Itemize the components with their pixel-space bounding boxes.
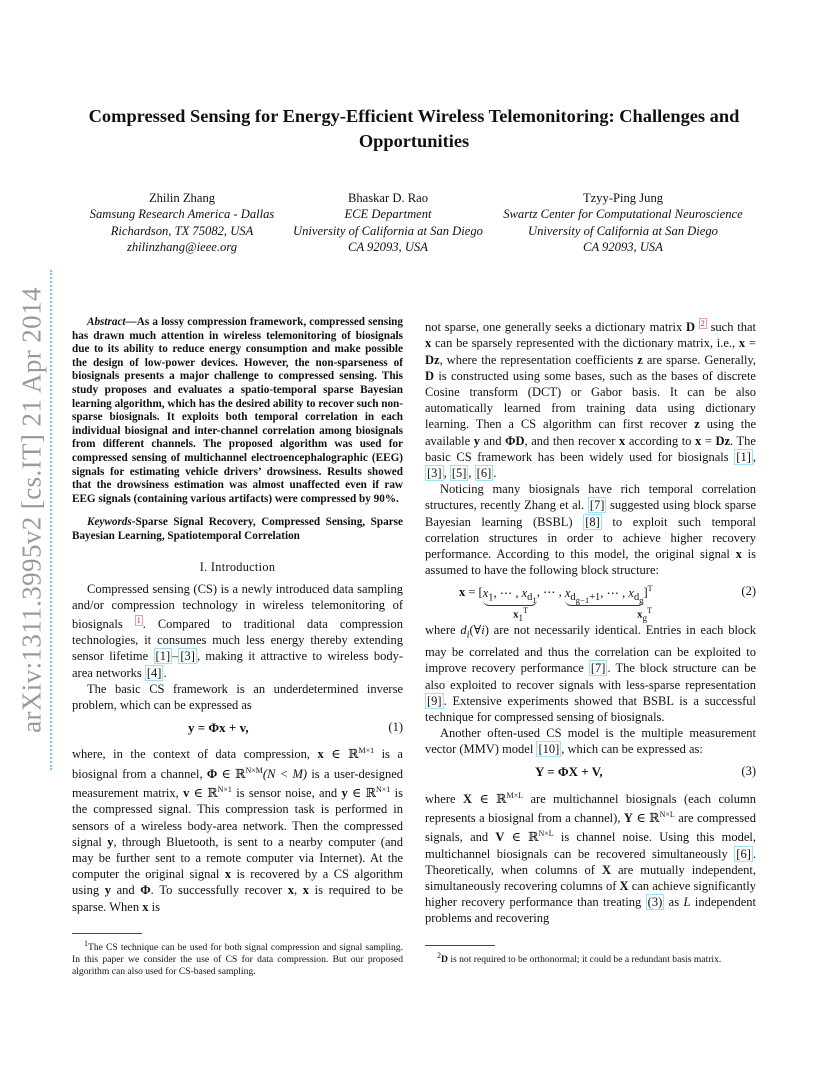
- citation-link[interactable]: [7]: [590, 661, 606, 676]
- citation-link[interactable]: [8]: [585, 514, 600, 529]
- author-block-3: [486, 190, 760, 256]
- author-affiliation: ECE Department: [344, 207, 432, 222]
- arxiv-identifier[interactable]: arXiv:1311.3995v2 [cs.IT] 21 Apr 2014: [16, 287, 47, 733]
- footnote-ref[interactable]: 1: [136, 615, 141, 625]
- abstract-text: —As a lossy compression framework, compressed sensing has drawn much attention in wireless telemonitoring of biosignals due to its ability to reduce energy consumption and make possible the design of low-power devices. However, the non-sparseness of biosignals presents a major challenge to compressed sensing. This study proposes and evaluates a spatio-temporal sparse Bayesian learning algorithm, which has the desired ability to recover such non-sparse biosignals. It exploits both temporal correlation in each individual biosignal and inter-channel correlation among biosignals from different channels. The proposed algorithm was used for compressed sensing of multichannel electroencephalographic (EEG) signals for estimating vehicle drivers’ drowsiness. Results showed that the drowsiness estimation was almost unaffected even if raw EEG signals (containing various artifacts) were compressed by 90%.: [72, 316, 403, 505]
- equation-1-body: y = Φx + v,: [188, 720, 249, 736]
- citation-link[interactable]: [5]: [451, 465, 467, 480]
- right-paragraph-1: not sparse, one generally seeks a dictionary matrix D $^2$ such that x can be sparsely represented with the dictionary matrix, i.e., x = Dz, where the representation coefficients z are sparse. Generally, D is constructed using some bases, such as the bases of discrete Cosine transform (DCT) or Gabor basis. It can be also automatically learned from training data using dictionary learning. Then a CS algorithm can first recover z using the available y and ΦD, and then recover x according to x = Dz. The basic CS framework has been widely used for biosignals [1] , [3] , [5] , [6] .: [425, 319, 756, 480]
- equation-3-body: Y = ΦX + V,: [535, 763, 603, 779]
- author-affiliation: University of California at San Diego: [293, 223, 483, 238]
- citation-link[interactable]: [3]: [180, 649, 195, 664]
- citation-link[interactable]: [10]: [538, 742, 560, 757]
- equation-2-body: $x = [x_1$, ⋯ , $x_{d_1}$, ⋯ , $x_{d_{g-1}+1}$, ⋯ , $x_{d_g}]^T$: [459, 584, 653, 606]
- equation-2-number: (2): [741, 584, 756, 599]
- section-heading: I. Introduction: [199, 559, 276, 574]
- equation-2: [425, 578, 756, 622]
- author-name: Tzyy-Ping Jung: [582, 191, 664, 205]
- citation-link[interactable]: [1]: [736, 449, 751, 464]
- citation-link[interactable]: [6]: [736, 846, 751, 861]
- abstract-label: Abstract: [87, 316, 126, 328]
- author-affiliation: University of California at San Diego: [528, 223, 718, 238]
- author-affiliation: Swartz Center for Computational Neuroscience: [503, 207, 743, 222]
- equation-3: [425, 758, 756, 788]
- citation-link[interactable]: [4]: [146, 665, 162, 680]
- abstract: [72, 316, 403, 506]
- citation-link[interactable]: [1]: [155, 649, 171, 664]
- footnote-2-text: is not required to be orthonormal; it could be a redundant basis matrix.: [447, 954, 722, 966]
- equation-3-number: (3): [741, 763, 756, 778]
- citation-link[interactable]: (3): [647, 895, 663, 910]
- citation-link[interactable]: [9]: [427, 693, 442, 708]
- footnote-ref[interactable]: 2: [700, 319, 705, 328]
- author-name: Bhaskar D. Rao: [347, 191, 429, 205]
- equation-1: [72, 713, 403, 743]
- keywords-label: Keywords: [87, 516, 132, 529]
- footnote-rule: [425, 945, 495, 946]
- citation-link[interactable]: [3]: [427, 465, 442, 480]
- author-affiliation: CA 92093, USA: [348, 240, 428, 255]
- footnote-1: $^1$The CS technique can be used for both signal compression and signal sampling. In this paper we consider the use of CS for data compression. But our proposed algorithm can also used for CS-based sampling.: [72, 939, 403, 977]
- equation-2-brace-label: $x_1^T$: [513, 606, 528, 624]
- citation-link[interactable]: [7]: [589, 498, 605, 513]
- keywords-text: -Sparse Signal Recovery, Compressed Sensing, Sparse Bayesian Learning, Spatiotemporal Correlation: [72, 516, 403, 542]
- author-block-2: [276, 190, 500, 256]
- footnote-rule: [72, 933, 142, 934]
- right-column: [425, 316, 756, 927]
- right-paragraph-4: Another often-used CS model is the multiple measurement vector (MMV) model [10] , which can be expressed as:: [425, 726, 756, 757]
- footnote-2: $^2$D is not required to be orthonormal; it could be a redundant basis matrix.: [437, 951, 722, 966]
- author-affiliation: Richardson, TX 75082, USA: [110, 223, 254, 238]
- right-paragraph-2: Noticing many biosignals have rich temporal correlation structures, recently Zhang et al. [7] suggested using block sparse Bayesian learning (BSBL) [8] to exploit such temporal correlation structures in order to achieve higher recovery performance. According to this model, the original signal x is assumed to have the following block structure:: [425, 482, 756, 578]
- author-affiliation: Samsung Research America - Dallas: [89, 207, 275, 222]
- author-email: zhilinzhang@ieee.org: [126, 240, 238, 255]
- author-affiliation: CA 92093, USA: [583, 240, 663, 255]
- keywords: [72, 516, 403, 543]
- author-name: Zhilin Zhang: [148, 191, 216, 205]
- right-paragraph-5: where X ∈ ℝ$^{M\times L}$ are multichannel biosignals (each column represents a biosignal from a channel), Y ∈ ℝ$^{N\times L}$ are compressed signals, and V ∈ ℝ$^{N\times L}$ is channel noise. Using this model, multichannel biosignals can be recovered simultaneously [6] . Theoretically, when columns of X are mutually independent, simultaneously recovering columns of X can achieve significantly higher recovery performance than treating (3) as L independent problems and recovering: [425, 790, 757, 926]
- citation-link[interactable]: [6]: [476, 465, 492, 480]
- left-column: [72, 316, 403, 915]
- equation-1-number: (1): [388, 720, 403, 735]
- paper-title: Compressed Sensing for Energy-Efficient Wireless Telemonitoring: Challenges and Opportunities: [88, 106, 740, 151]
- intro-paragraph-2: The basic CS framework is an underdetermined inverse problem, which can be expressed as: [72, 681, 403, 713]
- intro-paragraph-3: where, in the context of data compression, x ∈ ℝ$^{M\times 1}$ is a biosignal from a channel, Φ ∈ ℝ$^{N\times M}$(N < M) is a user-designed measurement matrix, v ∈ ℝ$^{N\times 1}$ is sensor noise, and y ∈ ℝ$^{N\times 1}$ is the compressed signal. This compression task is performed in sensors of a wireless body-area network. Then the compressed signal y, through Bluetooth, is sent to a nearby computer (and may be further sent to a remote computer via Internet). At the computer the original signal x is recovered by a CS algorithm using y and Φ. To successfully recover x, x is required to be sparse. When x is: [72, 746, 403, 914]
- right-paragraph-3: where $d_i(\forall i)$ are not necessarily identical. Entries in each block may be correlated and thus the correlation can be exploited to improve recovery performance [7] . The block structure can be also exploited to recover signals with less-sparse representation [9] . Extensive experiments showed that BSBL is a successful technique for compressed sensing of biosignals.: [425, 623, 756, 724]
- intro-paragraph-1: Compressed sensing (CS) is a newly introduced data sampling and/or compression technology in wireless telemonitoring of biosignals $^1$ . Compared to traditional data compression technologies, it consumes much less energy thereby extending sensor lifetime [1] – [3] , making it attractive to wireless body-area networks [4] .: [72, 581, 403, 680]
- author-block-1: [62, 190, 302, 256]
- equation-2-brace-label: $x_g^T$: [637, 606, 652, 624]
- footnote-1-text: The CS technique can be used for both signal compression and signal sampling. In this paper we consider the use of CS for data compression. But our proposed algorithm can also used for CS-based sampling.: [72, 942, 403, 977]
